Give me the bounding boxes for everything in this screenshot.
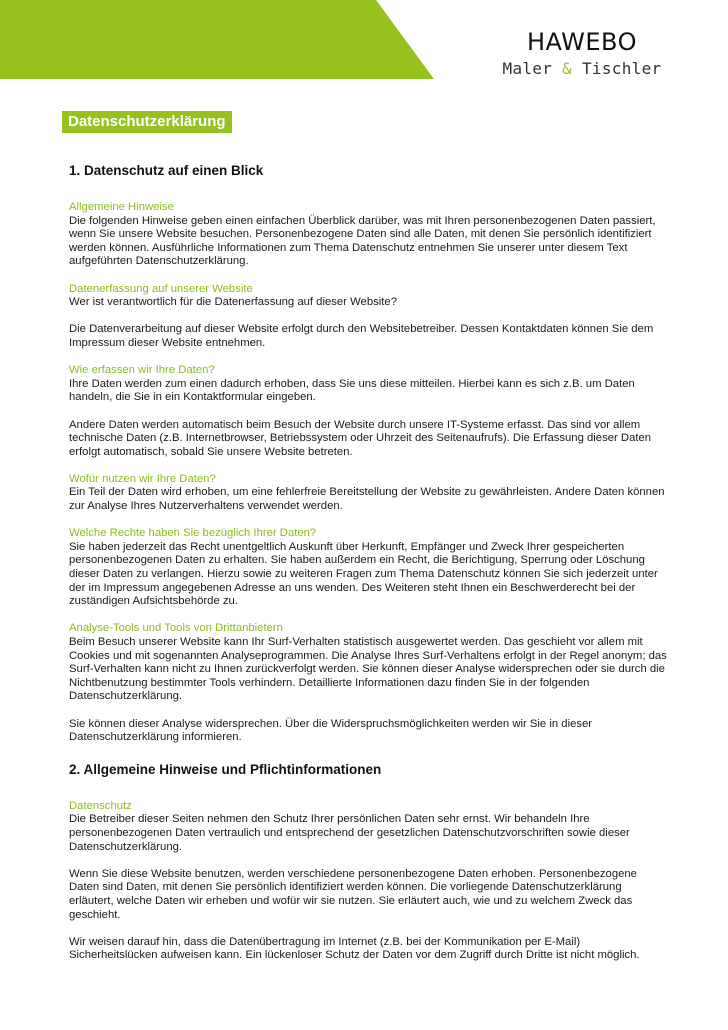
logo-ampersand: &: [562, 59, 573, 78]
subsection-heading: Allgemeine Hinweise: [69, 201, 174, 213]
header-banner: [0, 0, 440, 80]
page-title: Datenschutzerklärung: [62, 111, 232, 133]
paragraph: Die folgenden Hinweise geben einen einfachen Überblick darüber, was mit Ihren personenbezogenen Daten passiert, wenn Sie unsere Website besuchen. Personenbezogene Daten sind alle Daten, mit denen Sie persönlich identifiziert werden können. Ausführliche Informationen zum Thema Datenschutz entnehmen Sie unserer unter diesem Text aufgeführten Datenschutzerklärung.: [69, 214, 656, 268]
document-body: [69, 163, 669, 963]
subsection-heading: Datenerfassung auf unserer Website: [69, 282, 253, 295]
paragraph: Beim Besuch unserer Website kann Ihr Surf-Verhalten statistisch ausgewertet werden. Das geschieht vor allem mit Cookies und mit sogenannten Analyseprogrammen. Die Analyse Ihres Surf-Verhaltens erfolgt in der Regel anonym; das Surf-Verhalten kann nicht zu Ihnen zurückverfolgt werden. Sie können dieser Analyse widersprechen oder sie durch die Nichtbenutzung bestimmter Tools verhindern. Detaillierte Informationen dazu finden Sie in der folgenden Datenschutzerklärung.: [69, 636, 667, 703]
logo-tag-left: Maler: [502, 59, 563, 78]
logo-name: HAWEBO: [527, 28, 637, 56]
logo-tag-right: Tischler: [572, 59, 662, 78]
paragraph: Wer ist verantwortlich für die Datenerfassung auf dieser Website?: [69, 296, 397, 309]
paragraph: Sie können dieser Analyse widersprechen. Über die Widerspruchsmöglichkeiten werden wir Sie in dieser Datenschutzerklärung informieren.: [69, 717, 593, 744]
subsection-heading: Welche Rechte haben Sie bezüglich Ihrer Daten?: [69, 527, 317, 540]
subsection-heading: Datenschutz: [69, 799, 132, 812]
paragraph: Wir weisen darauf hin, dass die Datenübertragung im Internet (z.B. bei der Kommunikation per E-Mail) Sicherheitslücken aufweisen kann. Ein lückenloser Schutz der Daten vor dem Zugriff durch Dritte ist nicht möglich.: [69, 935, 640, 962]
paragraph: Wenn Sie diese Website benutzen, werden verschiedene personenbezogene Daten erhoben. Personenbezogene Daten sind Daten, mit denen Sie persönlich identifiziert werden können. Die vorliegende Datenschutzerklärung erläutert, welche Daten wir erheben und wofür wir sie nutzen. Sie erläutert auch, wie und zu welchem Zweck das geschieht.: [69, 867, 637, 921]
subsection-heading: Analyse-Tools und Tools von Drittanbietern: [69, 622, 283, 635]
logo-tagline: [497, 58, 667, 80]
subsection-heading: Wie erfassen wir Ihre Daten?: [69, 364, 215, 377]
company-logo: [497, 28, 667, 80]
paragraph: Die Datenverarbeitung auf dieser Website erfolgt durch den Websitebetreiber. Dessen Kontaktdaten können Sie dem Impressum dieser Website entnehmen.: [69, 323, 654, 349]
section-heading: 2. Allgemeine Hinweise und Pflichtinformationen: [69, 761, 382, 777]
paragraph: Ein Teil der Daten wird erhoben, um eine fehlerfreie Bereitstellung der Website zu gewährleisten. Andere Daten können zur Analyse Ihres Nutzerverhaltens verwendet werden.: [69, 486, 665, 513]
subsection-heading: Wofür nutzen wir Ihre Daten?: [69, 472, 216, 485]
green-banner-shape: [0, 0, 434, 79]
paragraph: Ihre Daten werden zum einen dadurch erhoben, dass Sie uns diese mitteilen. Hierbei kann es sich z.B. um Daten handeln, die Sie in ein Kontaktformular eingeben.: [69, 377, 635, 404]
paragraph: Die Betreiber dieser Seiten nehmen den Schutz Ihrer persönlichen Daten sehr ernst. Wir behandeln Ihre personenbezogenen Daten vertraulich und entsprechend der gesetzlichen Datenschutzvorschriften sowie dieser Datenschutzerklärung.: [69, 813, 630, 853]
paragraph: Andere Daten werden automatisch beim Besuch der Website durch unsere IT-Systeme erfasst. Das sind vor allem technische Daten (z.B. Internetbrowser, Betriebssystem oder Uhrzeit des Seitenaufrufs). Die Erfassung dieser Daten erfolgt automatisch, sobald Sie unsere Website betreten.: [69, 418, 652, 458]
paragraph: Sie haben jederzeit das Recht unentgeltlich Auskunft über Herkunft, Empfänger und Zweck Ihrer gespeicherten personenbezogenen Daten zu erhalten. Sie haben außerdem ein Recht, die Berichtigung, Sperrung oder Löschung dieser Daten zu verlangen. Hierzu sowie zu weiteren Fragen zum Thema Datenschutz können Sie sich jederzeit unter der im Impressum angegebenen Adresse an uns wenden. Des Weiteren steht Ihnen ein Beschwerderecht bei der zuständigen Aufsichtsbehörde zu.: [69, 540, 658, 608]
section-heading: 1. Datenschutz auf einen Blick: [69, 163, 264, 178]
